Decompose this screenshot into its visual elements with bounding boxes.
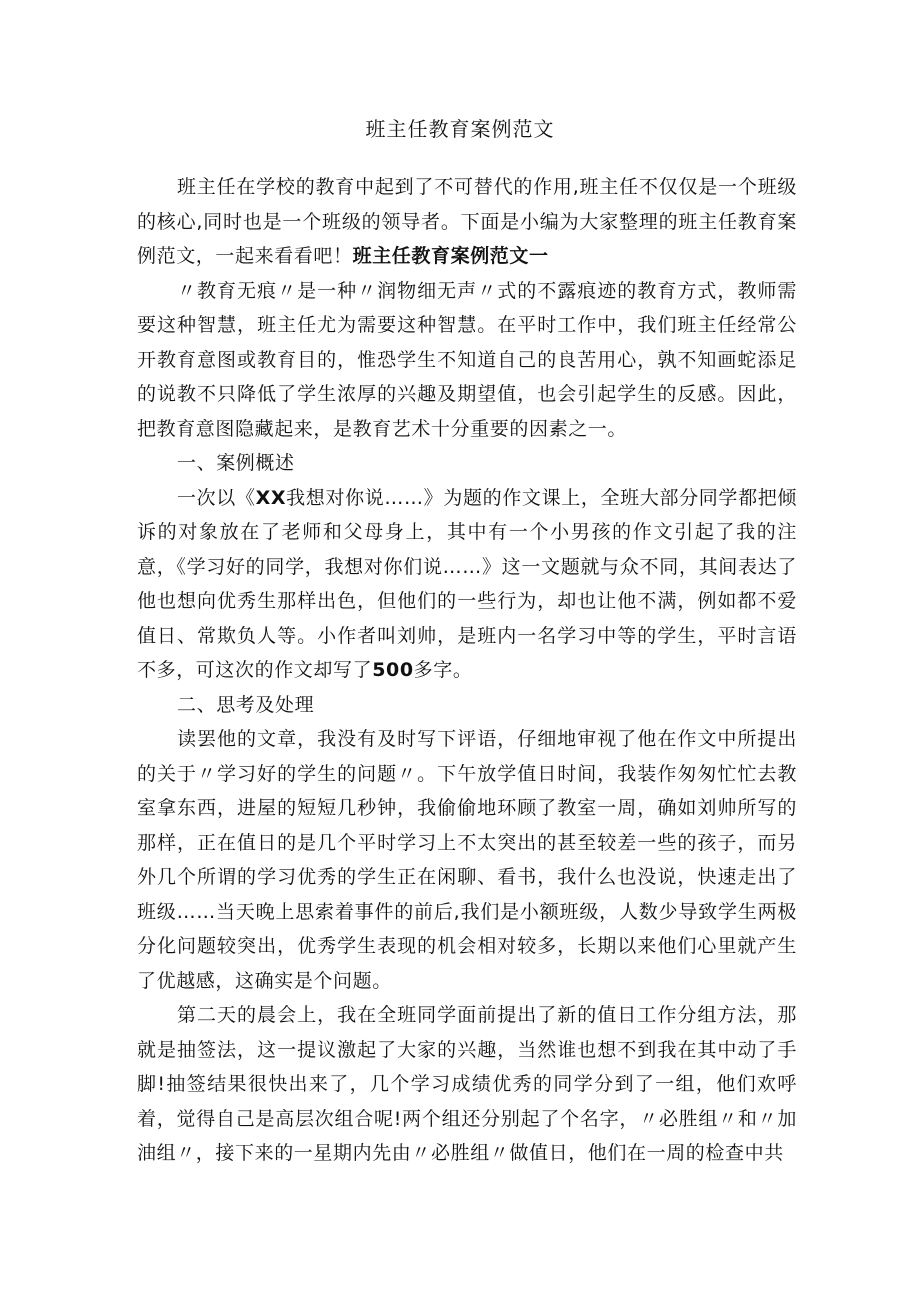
paragraph-4: 第二天的晨会上，我在全班同学面前提出了新的值日工作分组方法，那就是抽签法，这一提议激起了大家的兴趣，当然谁也想不到我在其中动了手脚!抽签结果很快出来了，几个学习成绩优秀的同学分到了一组，他们欢呼着，觉得自己是高层次组合呢!两个组还分别起了个名字，〃必胜组〃和〃加油组〃，接下来的一星期内先由〃必胜组〃做值日，他们在一周的检查中共 <box>137 1004 797 1164</box>
section-title: 班主任教育案例范文一 <box>352 245 549 267</box>
paragraph-2 <box>137 481 797 688</box>
paragraph-2-bold-xx: XX <box>255 486 287 509</box>
document-title: 班主任教育案例范文 <box>365 117 555 141</box>
paragraph-2-mid: 我想对你说……》为题的作文课上，全班大部分同学都把倾诉的对象放在了老师和父母身上，其中有一个小男孩的作文引起了我的注意，《学习好的同学，我想对你们说……》这一文题就与众不同，其间表达了他也想向优秀生那样出色，但他们的一些行为，却也让他不满，例如都不爱值日、常欺负人等。小作者叫刘帅，是班内一名学习中等的学生，平时言语不多，可这次的作文却写了 <box>137 486 797 681</box>
heading-case-overview: 一、案例概述 <box>177 452 295 474</box>
paragraph-2-post: 多字。 <box>413 659 473 681</box>
paragraph-3: 读罢他的文章，我没有及时写下评语，仔细地审视了他在作文中所提出的关于〃学习好的学生的问题〃。下午放学值日时间，我装作匆匆忙忙去教室拿东西，进屋的短短几秒钟，我偷偷地环顾了教室一周，确如刘帅所写的那样，正在值日的是几个平时学习上不太突出的甚至较差一些的孩子，而另外几个所谓的学习优秀的学生正在闲聊、看书，我什么也没说，快速走出了班级……当天晚上思索着事件的前后,我们是小额班级，人数少导致学生两极分化问题较突出，优秀学生表现的机会相对较多，长期以来他们心里就产生了优越感，这确实是个问题。 <box>137 728 797 992</box>
intro-paragraph <box>137 170 797 274</box>
paragraph-2-pre: 一次以《 <box>177 486 256 509</box>
heading-thinking-and-handling: 二、思考及处理 <box>177 693 315 716</box>
paragraph-1: 〃教育无痕〃是一种〃润物细无声〃式的不露痕迹的教育方式，教师需要这种智慧，班主任尤为需要这种智慧。在平时工作中，我们班主任经常公开教育意图或教育目的，惟恐学生不知道自己的良苦用心，孰不知画蛇添足的说教不只降低了学生浓厚的兴趣及期望值，也会引起学生的反感。因此，把教育意图隐藏起来，是教育艺术十分重要的因素之一。 <box>137 279 797 440</box>
intro-text: 班主任在学校的教育中起到了不可替代的作用,班主任不仅仅是一个班级的核心,同时也是一个班级的领导者。下面是小编为大家整理的班主任教育案例范文，一起来看看吧！ <box>137 176 797 267</box>
document-body <box>137 170 797 1171</box>
paragraph-2-bold-500: 500 <box>372 659 414 681</box>
